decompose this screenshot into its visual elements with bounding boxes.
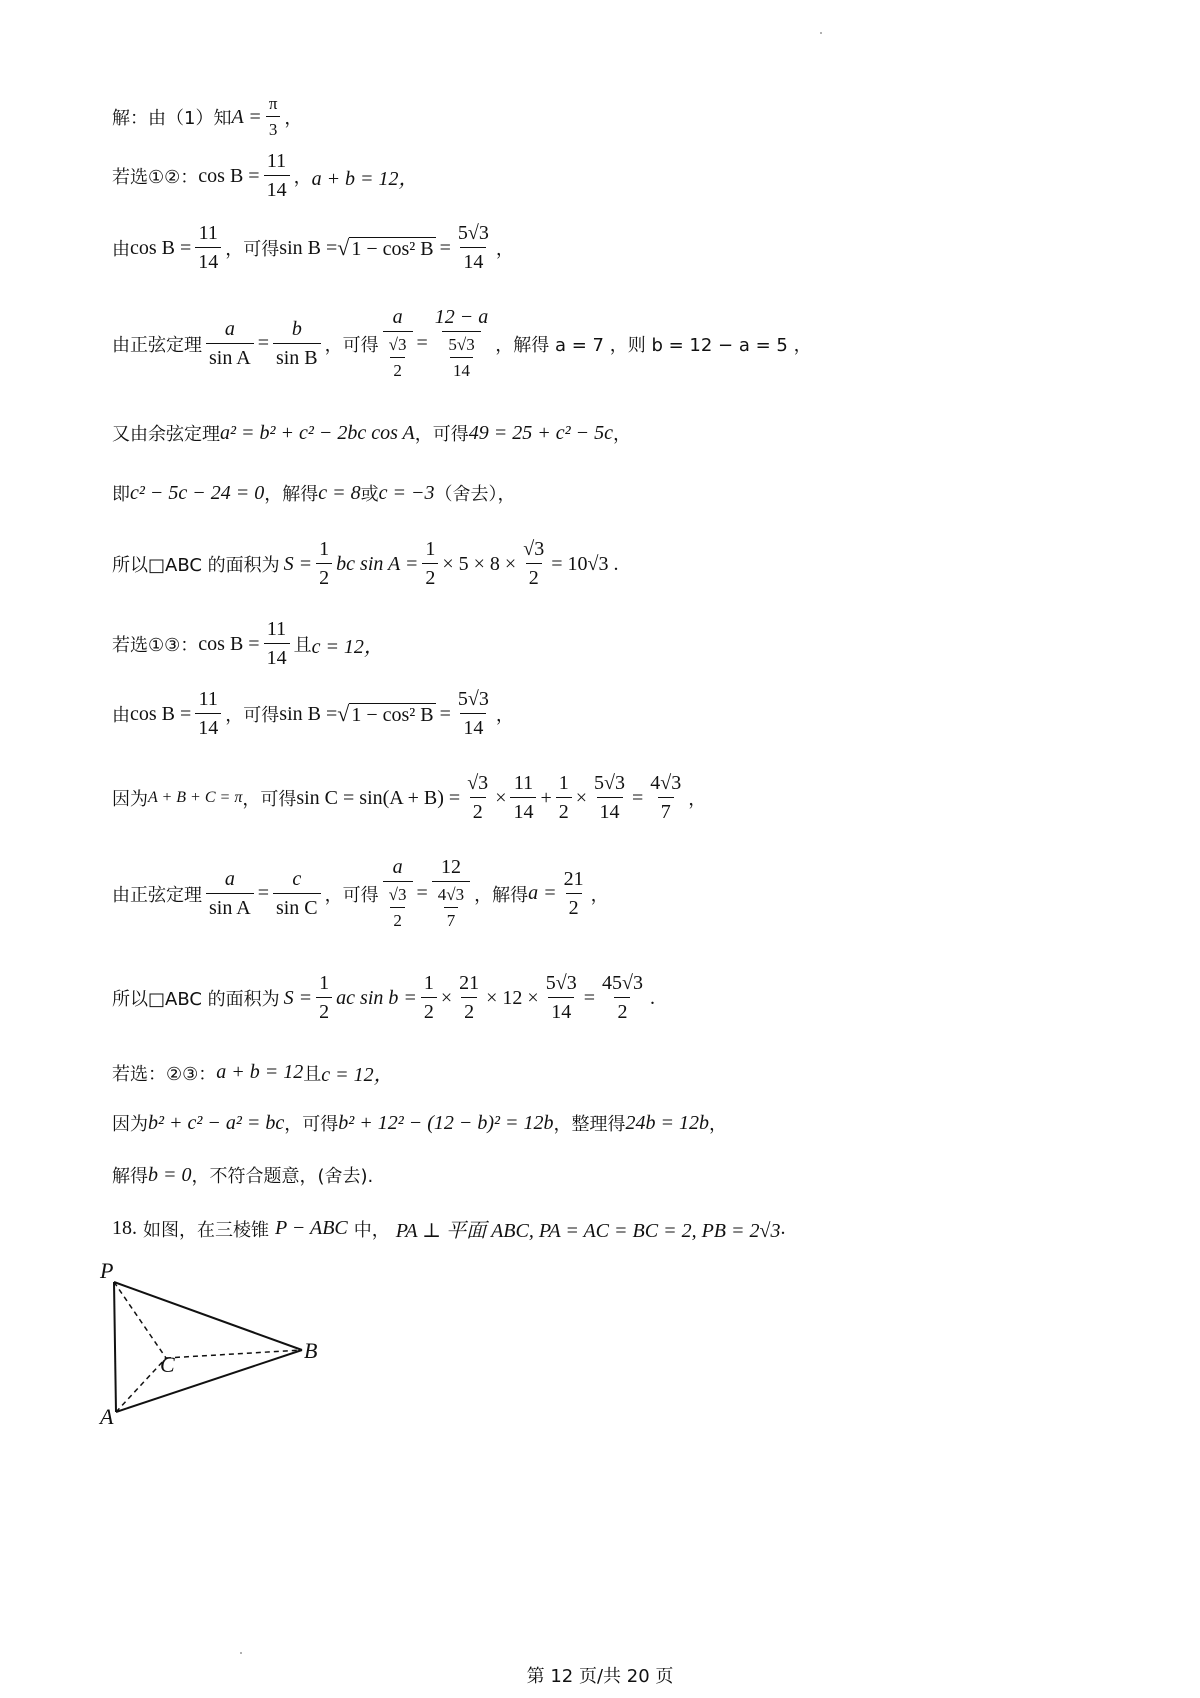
math: S =	[283, 986, 313, 1009]
math: c = 12，	[321, 1064, 394, 1086]
text: ，	[495, 705, 514, 726]
math: =	[257, 332, 269, 354]
problem-number: 18.	[112, 1217, 137, 1239]
fraction: $\frac{11}{14}$	[264, 150, 290, 202]
math: c² − 5c − 24 = 0	[130, 481, 265, 504]
compound-fraction: $\frac{a}{\frac{√3}{2}}$	[383, 856, 413, 931]
text: 所以□ABC 的面积为	[112, 989, 280, 1010]
math: +	[540, 786, 552, 809]
math: S =	[283, 552, 313, 575]
math: A + B + C = π	[148, 789, 243, 806]
text: ，解得	[264, 484, 319, 505]
text: 解得	[112, 1166, 148, 1187]
text: 因为	[112, 789, 148, 810]
fraction: $\frac{5√3}{14}$	[457, 688, 489, 739]
solution-line-14	[112, 1110, 727, 1136]
edge-AB	[116, 1350, 302, 1412]
math: =	[583, 986, 595, 1009]
text: ，可得	[242, 789, 297, 810]
fraction: $\frac{\pi}{3}$	[266, 94, 281, 140]
fraction: $\frac{a}{\text{sin A}}$	[206, 318, 254, 370]
text: ，可得	[225, 705, 280, 726]
fraction: $\frac{1}{2}$	[316, 972, 332, 1024]
math: c = 12，	[311, 635, 384, 658]
math: =	[632, 786, 644, 809]
text: ，整理得	[553, 1114, 626, 1135]
math: P − ABC	[275, 1217, 348, 1239]
math: sin B =	[279, 702, 338, 725]
math: b² + 12² − (12 − b)² = 12b	[338, 1111, 554, 1134]
text: 即	[112, 484, 130, 505]
solution-line-13	[112, 1058, 394, 1087]
text: 又由余弦定理	[112, 424, 220, 445]
vertex-label-P: P	[100, 1258, 114, 1283]
edge-PC	[114, 1282, 166, 1358]
fraction: $\frac{5√3}{14}$	[457, 222, 489, 273]
math: a + b = 12	[216, 1061, 304, 1083]
text: 由	[112, 239, 130, 260]
text: 由	[112, 705, 130, 726]
solution-line-11	[112, 856, 609, 931]
solution-line-10	[112, 772, 706, 824]
fraction: $\frac{5√3}{14}$	[594, 772, 626, 823]
text: 且	[303, 1063, 322, 1085]
scan-speck	[820, 32, 822, 34]
text: ，可得	[324, 334, 379, 356]
solution-line-15	[112, 1162, 373, 1188]
math: =	[416, 332, 428, 354]
text: 若选①②：	[112, 167, 199, 188]
tetrahedron-figure	[100, 1258, 340, 1438]
math: ×	[575, 786, 588, 809]
text: 解：由（1）知	[112, 108, 232, 129]
text: 所以□ABC 的面积为	[112, 555, 280, 576]
text: ，解得 a = 7 ，则 b = 12 − a = 5 ，	[495, 334, 812, 356]
fraction: $\frac{1}{2}$	[316, 538, 332, 590]
fraction: $\frac{√3}{2}$	[523, 538, 545, 589]
math: c = 8	[318, 481, 361, 504]
math: ×	[440, 986, 453, 1009]
math: a + b = 12，	[311, 167, 419, 190]
text: ，	[284, 108, 303, 129]
text: 由正弦定理	[112, 884, 202, 906]
math: =	[416, 882, 428, 904]
edge-PB	[114, 1282, 302, 1350]
math: cos B =	[198, 632, 260, 655]
page-footer: 第 12 页/共 20 页	[526, 1666, 674, 1687]
text: 由正弦定理	[112, 334, 202, 356]
math: =	[439, 236, 451, 259]
math: × 5 × 8 ×	[442, 552, 517, 575]
text: （舍去），	[434, 484, 516, 505]
fraction: $\frac{11}{14}$	[510, 772, 536, 824]
fraction: $\frac{4√3}{7}$	[650, 772, 682, 823]
math: ×	[495, 786, 507, 809]
fraction: $\frac{a}{\text{sin A}}$	[206, 868, 254, 920]
fraction: $\frac{11}{14}$	[264, 618, 290, 670]
fraction: $\frac{21}{2}$	[459, 972, 480, 1023]
text: ，	[590, 884, 609, 906]
solution-line-1	[112, 94, 302, 140]
scan-speck	[240, 1652, 242, 1654]
math: 24b = 12b	[625, 1111, 710, 1134]
text: ，	[293, 167, 312, 188]
text: 若选：②③：	[112, 1063, 217, 1085]
math: sin B =	[279, 236, 338, 259]
sqrt: √ 1 − cos² B	[337, 235, 434, 260]
text: ，可得	[225, 239, 280, 260]
math: sin C = sin(A + B) =	[296, 786, 461, 809]
sqrt: √ 1 − cos² B	[337, 701, 434, 726]
math: .	[649, 986, 655, 1009]
fraction: $\frac{b}{\text{sin B}}$	[273, 318, 321, 370]
text: ，可得	[414, 424, 469, 445]
compound-fraction: $\frac{a}{\frac{√3}{2}}$	[383, 306, 413, 381]
text: ，	[613, 424, 631, 445]
solution-line-6	[112, 480, 516, 506]
fraction: $\frac{5√3}{14}$	[545, 972, 577, 1023]
math: bc sin A =	[336, 552, 419, 575]
text: 中，	[353, 1219, 390, 1241]
text: ，	[709, 1114, 728, 1135]
math: b² + c² − a² = bc	[148, 1111, 285, 1134]
compound-fraction: $\frac{12}{\frac{4√3}{7}}$	[432, 856, 470, 931]
math: c = −3	[378, 481, 435, 504]
compound-fraction: $\frac{12 - a}{\frac{5√3}{14}}$	[434, 306, 489, 380]
fraction: $\frac{√3}{2}$	[467, 772, 489, 823]
math: ac sin b =	[336, 986, 417, 1009]
fraction: $\frac{21}{2}$	[563, 867, 584, 919]
solution-line-7	[112, 538, 618, 590]
solution-line-4	[112, 306, 812, 381]
solution-line-8	[112, 618, 384, 670]
text: 且	[293, 635, 312, 656]
problem-18-statement	[112, 1214, 785, 1243]
vertex-label-C: C	[160, 1352, 175, 1377]
math: cos B =	[198, 164, 260, 187]
math: a² = b² + c² − 2bc cos A	[220, 421, 415, 444]
solution-line-3	[112, 222, 514, 274]
math: a =	[528, 882, 557, 904]
math: × 12 ×	[486, 986, 539, 1009]
solution-line-2	[112, 150, 419, 202]
math: =	[257, 882, 269, 904]
solution-line-5	[112, 420, 631, 446]
math: cos B =	[130, 702, 192, 725]
math: A =	[231, 105, 262, 128]
text: ，解得	[474, 884, 529, 906]
math: .	[780, 1217, 786, 1239]
math: PA ⊥ 平面 ABC, PA = AC = BC = 2, PB = 2√3	[395, 1220, 781, 1242]
text: 或	[360, 484, 379, 505]
fraction: $\frac{c}{\text{sin C}}$	[273, 868, 321, 920]
text: ，	[495, 239, 514, 260]
vertex-label-A: A	[100, 1404, 114, 1429]
fraction: $\frac{11}{14}$	[195, 688, 221, 740]
text: ，	[688, 789, 707, 810]
math: cos B =	[130, 236, 192, 259]
text: 若选①③：	[112, 635, 199, 656]
text: 因为	[112, 1114, 148, 1135]
solution-line-12	[112, 972, 655, 1024]
fraction: $\frac{1}{2}$	[422, 538, 438, 590]
text: 如图，在三棱锥	[143, 1219, 269, 1241]
math: 49 = 25 + c² − 5c	[468, 421, 613, 444]
edge-PA	[114, 1282, 116, 1412]
text: ，可得	[324, 884, 379, 906]
fraction: $\frac{11}{14}$	[195, 222, 221, 274]
fraction: $\frac{1}{2}$	[556, 772, 572, 824]
math: = 10√3 .	[551, 552, 619, 575]
fraction: $\frac{1}{2}$	[421, 972, 437, 1024]
solution-line-9	[112, 688, 514, 740]
text: ，可得	[284, 1114, 339, 1135]
text: ，不符合题意，(舍去).	[191, 1166, 374, 1187]
vertex-label-B: B	[304, 1338, 318, 1363]
math: b = 0	[148, 1163, 192, 1186]
math: =	[439, 702, 451, 725]
fraction: $\frac{45√3}{2}$	[601, 972, 643, 1023]
